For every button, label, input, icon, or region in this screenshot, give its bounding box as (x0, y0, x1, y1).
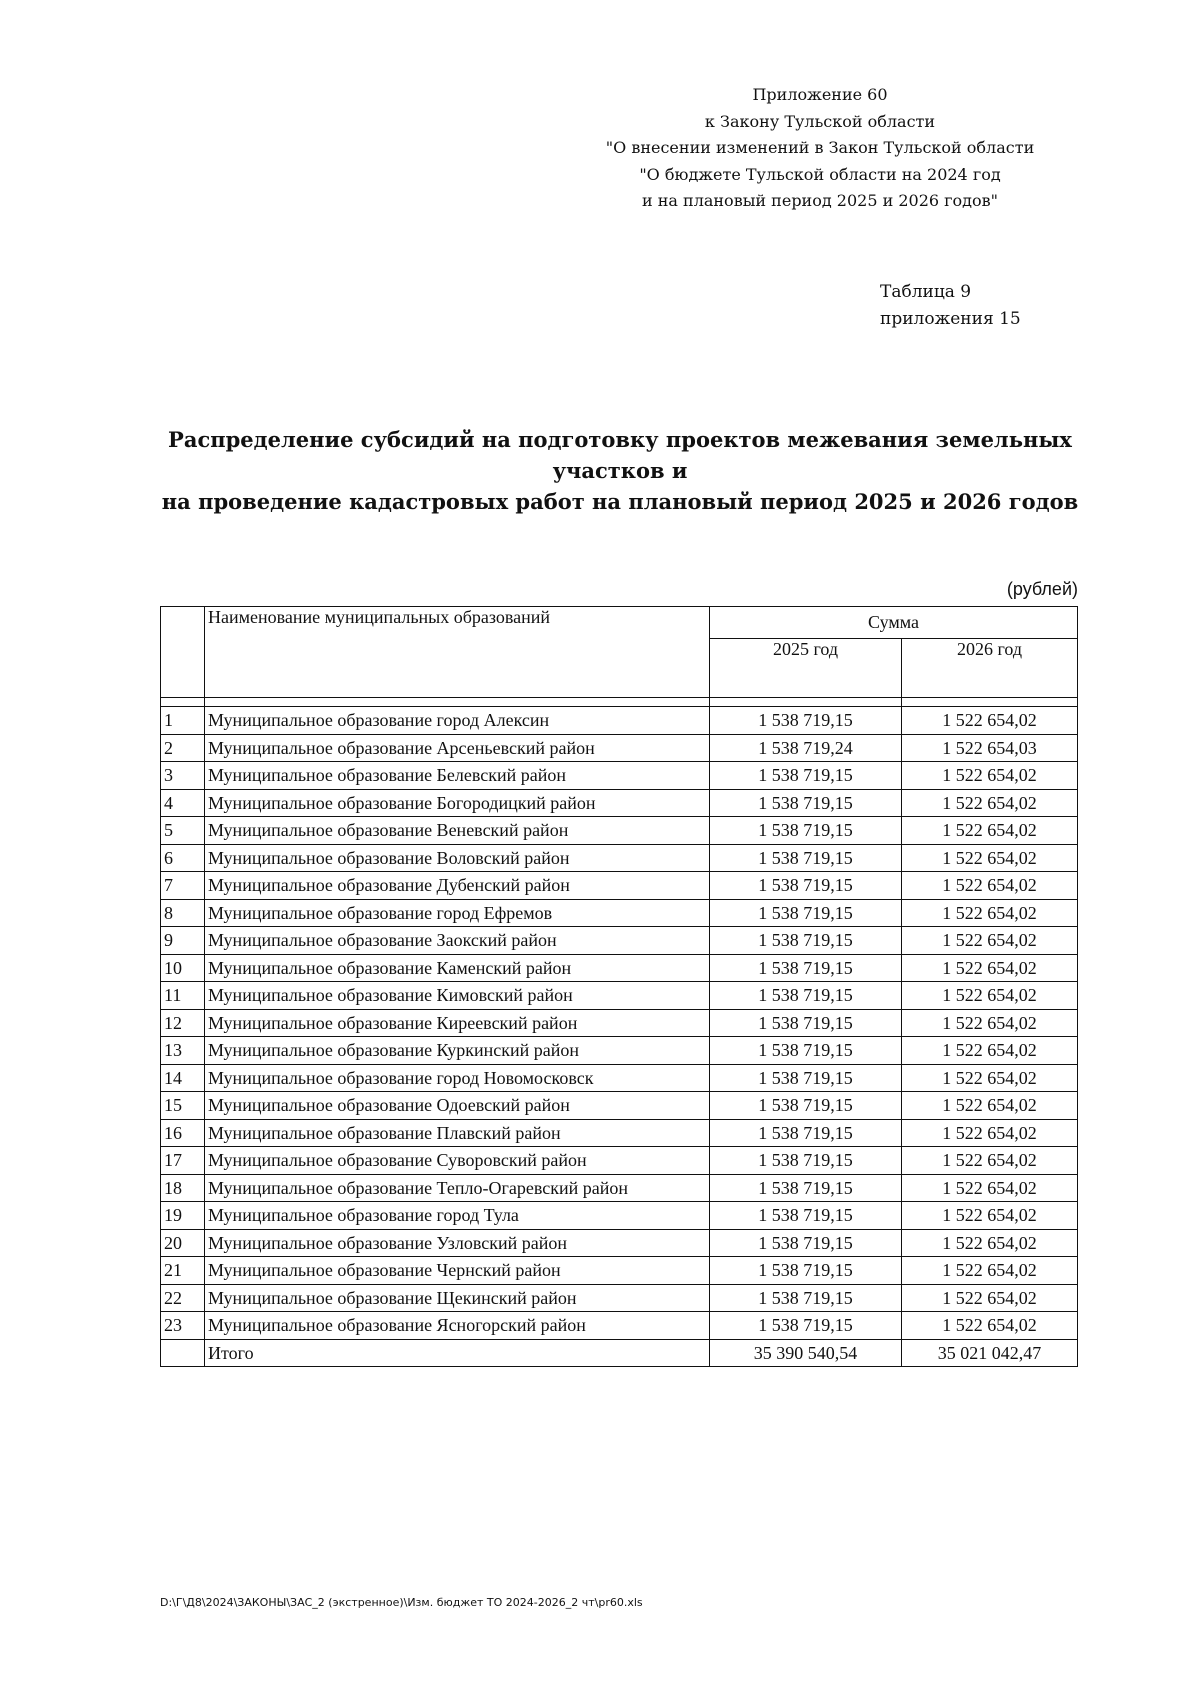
subsidy-table (160, 606, 1078, 1367)
row-number: 6 (161, 844, 205, 872)
municipality-name: Муниципальное образование Воловский район (205, 844, 710, 872)
amount-2026: 1 522 654,02 (902, 1174, 1078, 1202)
total-2026: 35 021 042,47 (902, 1339, 1078, 1367)
amount-2025: 1 538 719,15 (710, 1229, 902, 1257)
municipality-name: Муниципальное образование Куркинский район (205, 1037, 710, 1065)
municipality-name: Муниципальное образование Заокский район (205, 927, 710, 955)
table-row (161, 1147, 1078, 1175)
table-row (161, 789, 1078, 817)
row-number: 12 (161, 1009, 205, 1037)
row-number: 14 (161, 1064, 205, 1092)
header-spacer-row (161, 698, 1078, 707)
amount-2025: 1 538 719,15 (710, 1202, 902, 1230)
row-number: 4 (161, 789, 205, 817)
amount-2025: 1 538 719,15 (710, 1119, 902, 1147)
amount-2026: 1 522 654,02 (902, 982, 1078, 1010)
row-number: 9 (161, 927, 205, 955)
municipality-name: Муниципальное образование Тепло-Огаревский район (205, 1174, 710, 1202)
municipality-name: Муниципальное образование Узловский район (205, 1229, 710, 1257)
total-row (161, 1339, 1078, 1367)
header-line: "О бюджете Тульской области на 2024 год (639, 164, 1001, 184)
document-title (140, 424, 1100, 517)
amount-2025: 1 538 719,15 (710, 762, 902, 790)
amount-2026: 1 522 654,02 (902, 707, 1078, 735)
row-number: 1 (161, 707, 205, 735)
row-number: 19 (161, 1202, 205, 1230)
row-number: 8 (161, 899, 205, 927)
table-row (161, 1009, 1078, 1037)
row-number: 11 (161, 982, 205, 1010)
table-row (161, 1119, 1078, 1147)
header-line: "О внесении изменений в Закон Тульской области (605, 138, 1035, 157)
table-row (161, 762, 1078, 790)
amount-2026: 1 522 654,02 (902, 954, 1078, 982)
table-row (161, 1092, 1078, 1120)
header-line: к Закону Тульской области (704, 111, 936, 131)
amount-2025: 1 538 719,15 (710, 927, 902, 955)
amount-2025: 1 538 719,15 (710, 1037, 902, 1065)
municipality-name: Муниципальное образование Кимовский район (205, 982, 710, 1010)
municipality-name: Муниципальное образование город Тула (205, 1202, 710, 1230)
total-number-cell (161, 1339, 205, 1367)
municipality-name: Муниципальное образование Киреевский район (205, 1009, 710, 1037)
municipality-name: Муниципальное образование город Ефремов (205, 899, 710, 927)
municipality-name: Муниципальное образование Арсеньевский район (205, 734, 710, 762)
table-row (161, 817, 1078, 845)
table-row (161, 1174, 1078, 1202)
amount-2026: 1 522 654,02 (902, 1092, 1078, 1120)
appendix-header (590, 82, 1050, 215)
table-row (161, 1064, 1078, 1092)
amount-2026: 1 522 654,02 (902, 1202, 1078, 1230)
table-row (161, 872, 1078, 900)
amount-2025: 1 538 719,15 (710, 817, 902, 845)
amount-2025: 1 538 719,15 (710, 707, 902, 735)
row-number: 15 (161, 1092, 205, 1120)
table-body (161, 707, 1078, 1340)
row-number: 16 (161, 1119, 205, 1147)
number-column-header (161, 607, 205, 698)
amount-2026: 1 522 654,02 (902, 1009, 1078, 1037)
header-line: Приложение 60 (752, 85, 888, 104)
row-number: 20 (161, 1229, 205, 1257)
table-ref-line: приложения 15 (880, 309, 1021, 329)
municipality-name: Муниципальное образование город Алексин (205, 707, 710, 735)
table-row (161, 982, 1078, 1010)
table-row (161, 899, 1078, 927)
amount-2026: 1 522 654,02 (902, 872, 1078, 900)
municipality-name: Муниципальное образование Чернский район (205, 1257, 710, 1285)
amount-2025: 1 538 719,15 (710, 1064, 902, 1092)
table-row (161, 927, 1078, 955)
row-number: 22 (161, 1284, 205, 1312)
municipality-name: Муниципальное образование Суворовский район (205, 1147, 710, 1175)
amount-2026: 1 522 654,02 (902, 1229, 1078, 1257)
amount-2025: 1 538 719,15 (710, 872, 902, 900)
units-label: (рублей) (1006, 579, 1078, 599)
municipality-name: Муниципальное образование город Новомосковск (205, 1064, 710, 1092)
table-row (161, 1284, 1078, 1312)
municipality-name: Муниципальное образование Каменский район (205, 954, 710, 982)
total-2025: 35 390 540,54 (710, 1339, 902, 1367)
amount-2025: 1 538 719,15 (710, 1009, 902, 1037)
sum-column-header: Сумма (710, 607, 1078, 639)
amount-2026: 1 522 654,02 (902, 1257, 1078, 1285)
title-line: на проведение кадастровых работ на плановый период 2025 и 2026 годов (161, 489, 1079, 514)
title-line: Распределение субсидий на подготовку проектов межевания земельных участков и (168, 427, 1072, 483)
table-row (161, 1202, 1078, 1230)
amount-2026: 1 522 654,02 (902, 844, 1078, 872)
municipality-name: Муниципальное образование Плавский район (205, 1119, 710, 1147)
name-column-header: Наименование муниципальных образований (205, 607, 710, 698)
amount-2025: 1 538 719,24 (710, 734, 902, 762)
row-number: 23 (161, 1312, 205, 1340)
amount-2025: 1 538 719,15 (710, 1257, 902, 1285)
amount-2025: 1 538 719,15 (710, 982, 902, 1010)
table-row (161, 1229, 1078, 1257)
municipality-name: Муниципальное образование Одоевский район (205, 1092, 710, 1120)
amount-2026: 1 522 654,02 (902, 817, 1078, 845)
municipality-name: Муниципальное образование Богородицкий район (205, 789, 710, 817)
row-number: 18 (161, 1174, 205, 1202)
row-number: 7 (161, 872, 205, 900)
amount-2026: 1 522 654,02 (902, 899, 1078, 927)
municipality-name: Муниципальное образование Щекинский район (205, 1284, 710, 1312)
year-2025-header: 2025 год (710, 639, 902, 698)
row-number: 21 (161, 1257, 205, 1285)
amount-2026: 1 522 654,02 (902, 789, 1078, 817)
amount-2025: 1 538 719,15 (710, 1174, 902, 1202)
amount-2026: 1 522 654,02 (902, 1312, 1078, 1340)
amount-2026: 1 522 654,02 (902, 1037, 1078, 1065)
amount-2025: 1 538 719,15 (710, 1147, 902, 1175)
table-row (161, 734, 1078, 762)
row-number: 10 (161, 954, 205, 982)
table-row (161, 1037, 1078, 1065)
amount-2025: 1 538 719,15 (710, 1092, 902, 1120)
total-label: Итого (205, 1339, 710, 1367)
table-reference (880, 279, 1070, 333)
municipality-name: Муниципальное образование Белевский район (205, 762, 710, 790)
row-number: 3 (161, 762, 205, 790)
amount-2026: 1 522 654,02 (902, 1064, 1078, 1092)
row-number: 17 (161, 1147, 205, 1175)
table-ref-line: Таблица 9 (880, 282, 972, 302)
row-number: 13 (161, 1037, 205, 1065)
amount-2025: 1 538 719,15 (710, 899, 902, 927)
municipality-name: Муниципальное образование Веневский район (205, 817, 710, 845)
row-number: 5 (161, 817, 205, 845)
municipality-name: Муниципальное образование Ясногорский район (205, 1312, 710, 1340)
amount-2026: 1 522 654,02 (902, 927, 1078, 955)
file-path-footer: D:\Г\Д8\2024\ЗАКОНЫ\ЗАС_2 (экстренное)\Изм. бюджет ТО 2024-2026_2 чт\pr60.xls (160, 1596, 643, 1609)
amount-2026: 1 522 654,02 (902, 1147, 1078, 1175)
row-number: 2 (161, 734, 205, 762)
amount-2026: 1 522 654,03 (902, 734, 1078, 762)
table-row (161, 707, 1078, 735)
amount-2025: 1 538 719,15 (710, 789, 902, 817)
amount-2025: 1 538 719,15 (710, 1284, 902, 1312)
amount-2026: 1 522 654,02 (902, 762, 1078, 790)
amount-2025: 1 538 719,15 (710, 844, 902, 872)
amount-2026: 1 522 654,02 (902, 1284, 1078, 1312)
year-2026-header: 2026 год (902, 639, 1078, 698)
municipality-name: Муниципальное образование Дубенский район (205, 872, 710, 900)
amount-2025: 1 538 719,15 (710, 1312, 902, 1340)
amount-2025: 1 538 719,15 (710, 954, 902, 982)
table-row (161, 1257, 1078, 1285)
table-row (161, 1312, 1078, 1340)
header-line: и на плановый период 2025 и 2026 годов" (641, 191, 999, 210)
amount-2026: 1 522 654,02 (902, 1119, 1078, 1147)
table-row (161, 954, 1078, 982)
table-row (161, 844, 1078, 872)
